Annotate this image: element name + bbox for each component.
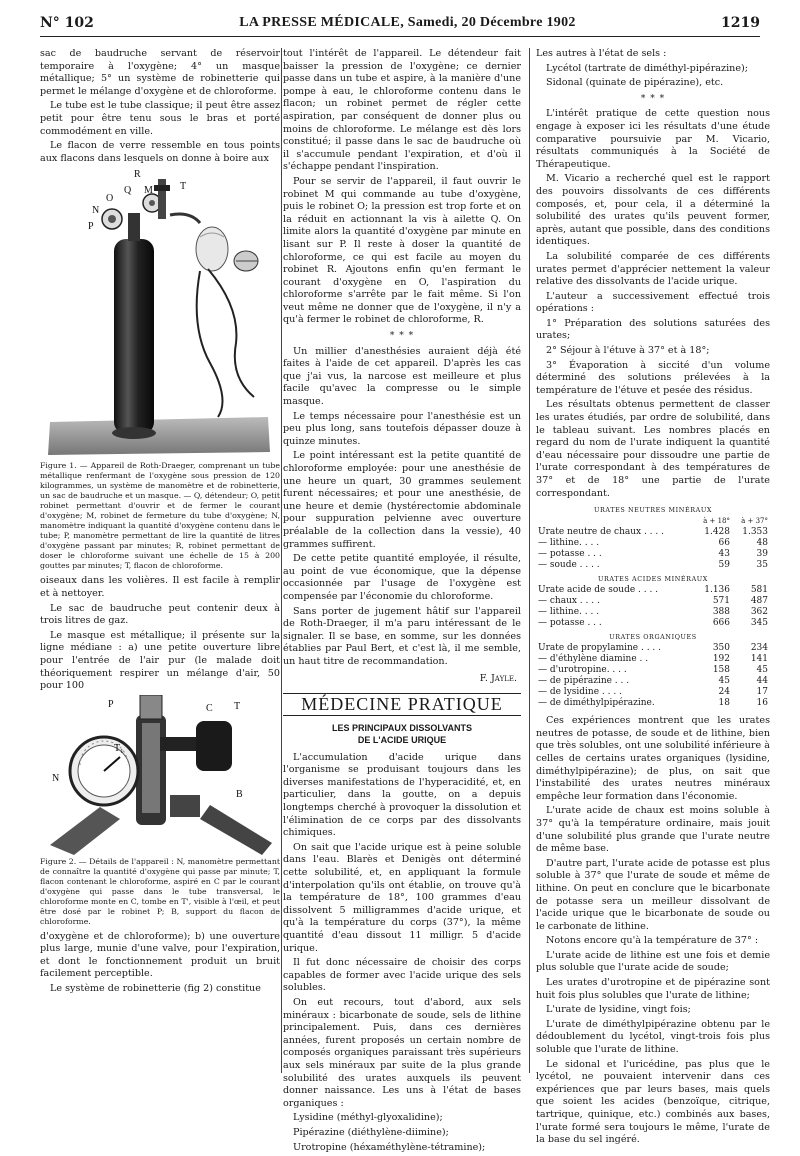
table-row: — de diméthylpipérazine. 18 16	[538, 698, 768, 709]
section-separator: * * *	[640, 93, 666, 104]
column-rule	[529, 48, 530, 1073]
urates-solubility-table	[536, 502, 770, 709]
oxygen-tank-drawing	[40, 167, 278, 459]
paragraph: Les autres à l'état de sels :	[536, 48, 667, 59]
list-item: Urotropine (héxaméthylène-tétramine);	[293, 1141, 486, 1153]
figure-label: Q	[124, 185, 132, 197]
paragraph: L'accumulation d'acide urique dans l'organisme se produisant toujours dans les diverses manifestations de l'hyperacidité, et, en particulier, dans la goutte, on a depuis longtemps cherché à provoquer la dissolution et l'élimination de ce corps par des dissolvants chimiques.	[283, 751, 521, 839]
paragraph: Les urates d'urotropine et de pipérazine sont huit fois plus solubles que l'urate de lithine;	[536, 977, 770, 1001]
table-row: Urate de propylamine . . . . 350 234	[538, 643, 768, 654]
figure-label: N	[92, 205, 100, 217]
paragraph: Le point intéressant est la petite quantité de chloroforme employée: pour une anesthésie de une heure un quart, 30 grammes seulement furent nécessaires; et pour une anesthésie, de une heure et demie (hystérectomie abdominale pour suppuration pelvienne avec ouverture préalable de la collection dans la vessie), 40 grammes suffirent.	[283, 450, 521, 550]
paragraph: d'oxygène et de chloroforme); b) une ouverture plus large, munie d'une valve, pour l'expiration, et dont le fonctionnement produit un bruit facilement perceptible.	[40, 930, 280, 980]
paragraph: tout l'intérêt de l'appareil. Le détendeur fait baisser la pression de l'oxygène; ce dernier passe dans un tube et aspire, à la manière d'une pompe à eau, le chloroforme contenu dans le flacon; un robinet permet de régler cette aspiration, par conséquent de donner plus ou moins de chloroforme. Le mélange est dès lors constitué; il passe dans le sac de baudruche où il s'accumule pendant l'expiration, et d'où il s'échappe pendant l'inspiration.	[283, 48, 521, 173]
paragraph: 1° Préparation des solutions saturées des urates;	[536, 317, 770, 342]
journal-title: LA PRESSE MÉDICALE, Samedi, 20 Décembre 1902	[239, 15, 576, 30]
table-row: — d'urotropine. . . . 158 45	[538, 665, 768, 676]
list-item: Lycétol (tartrate de diméthyl-pipérazine);	[546, 62, 748, 74]
paragraph: 3° Évaporation à siccité d'un volume déterminé des solutions prélevées à la température de l'étuve et pesée des résidus.	[536, 359, 770, 396]
column-1	[40, 48, 280, 998]
figure-label: T	[234, 700, 241, 712]
figure-label: P	[88, 221, 94, 233]
column-header: à + 18°	[703, 517, 730, 526]
page-header	[40, 10, 760, 37]
paragraph: Il fut donc nécessaire de choisir des corps capables de former avec l'acide urique des sels solubles.	[283, 957, 521, 994]
paragraph: L'urate acide de chaux est moins soluble à 37° qu'à la température ordinaire, mais jouit d'une solubilité plus grande que l'urate neutre de même base.	[536, 805, 770, 855]
table-row: — potasse . . . 43 39	[538, 549, 768, 560]
paragraph: L'urate acide de lithine est une fois et demie plus soluble que l'urate acide de soude;	[536, 949, 770, 974]
regulator-detail-drawing	[40, 695, 278, 855]
list-item: Sidonal (quinate de pipérazine), etc.	[546, 77, 724, 89]
paragraph: Un millier d'anesthésies auraient déjà été faites à l'aide de cet appareil. D'après les cas que j'ai vus, la narcose est meilleure et plus facile qu'avec la compresse ou le simple masque.	[283, 345, 521, 408]
author-signature: F. Jayle.	[479, 672, 517, 684]
table-row: Urate acide de soude . . . . 1.136 581	[538, 585, 768, 596]
table-column-header	[536, 516, 770, 527]
table-group-heading: URATES ORGANIQUES	[609, 633, 697, 642]
paragraph: Les résultats obtenus permettent de classer les urates étudiés, par ordre de solubilité, dans le tableau suivant. Les nombres placés en regard du nom de l'urate indiquent la quantité d'eau nécessaire pour dissoudre une partie de l'urate correspondant à des températures de 37° et de 18° une partie de l'urate correspondant.	[536, 399, 770, 499]
article-title	[283, 722, 521, 746]
table-group-heading: URATES NEUTRES MINÉRAUX	[593, 506, 713, 515]
section-separator: * * *	[389, 331, 415, 342]
paragraph: On sait que l'acide urique est à peine soluble dans l'eau. Blarès et Denigès ont déterminé cette solubilité, et, en appliquant la formule d'interpolation qu'ils ont établie, on trouve qu'à la température de 18°, 100 grammes d'eau dissolvent 5 milligrammes d'acide urique, et qu'à la température du corps (37°), la même quantité d'eau dissout 11 milligr. 5 d'acide urique.	[283, 841, 521, 954]
figure-2-caption: Figure 2. — Détails de l'appareil : N, manomètre permettant de connaître la quantité d'oxygène qui passe par minute; T, flacon contenant le chloroforme, aspiré en C par le courant d'oxygène qui passe dans le tube transversal, le chloroforme monte en C, tombe en T', visible à l'œil, et peut être dosé par le robinet P; B, support du flacon de chloroforme.	[40, 856, 280, 926]
list-item: Lysidine (méthyl-glyoxalidine);	[293, 1112, 443, 1124]
table-row: — lithine. . . . 66 48	[538, 538, 768, 549]
article-title-line: LES PRINCIPAUX DISSOLVANTS	[331, 722, 472, 733]
list-item: Pipérazine (diéthylène-diimine);	[293, 1126, 449, 1138]
table-row: — de lysidine . . . . 24 17	[538, 687, 768, 698]
figure-label: T	[180, 181, 187, 193]
page-number: 1219	[721, 15, 760, 31]
column-header: à + 37°	[741, 517, 768, 526]
paragraph: D'autre part, l'urate acide de potasse est plus soluble à 37° que l'urate de soude et même de lithine. On peut en conclure que le bicarbonate de potasse sera un meilleur dissolvant de l'acide urique que le bicarbonate de soude ou le carbonate de lithine.	[536, 857, 770, 932]
figure-label: M	[144, 185, 153, 197]
paragraph: On eut recours, tout d'abord, aux sels minéraux : bicarbonate de soude, sels de lithine principalement. Puis, dans ces dernières années, furent proposés un certain nombre de composés organiques paraissant très supérieurs aux sels minéraux par suite de la plus grande solubilité des urates auxquels ils peuvent donner naissance. Les uns à l'état de bases organiques :	[283, 996, 521, 1109]
figure-1-caption: Figure 1. — Appareil de Roth-Draeger, comprenant un tube métallique renfermant de l'oxygène sous pression de 120 kilogrammes, un système de manomètre et de robinetterie, un sac de baudruche et un masque. — Q, détendeur; O, petit robinet permettant d'ouvrir et de fermer le courant d'oxygène; M, robinet de fermeture du tube d'oxygène; N, manomètre indiquant la quantité d'oxygène contenu dans le tube; P, manomètre permettant de lire la quantité de litres d'oxygène passant par minutes; R, robinet permettant de doser le chloroforme suivant une échelle de 15 à 200 gouttes par minutes; T, flacon de chloroforme.	[40, 461, 280, 571]
table-row: — soude . . . . 59 35	[538, 560, 768, 571]
table-row: — lithine. . . . 388 362	[538, 607, 768, 618]
figure-label: N	[52, 772, 60, 784]
paragraph: Le système de robinetterie (fig 2) constitue	[50, 983, 261, 995]
issue-number: N° 102	[40, 15, 94, 31]
figure-1-illustration	[40, 167, 278, 459]
table-row: — chaux . . . . 571 487	[538, 596, 768, 607]
paragraph: Ces expériences montrent que les urates neutres de potasse, de soude et de lithine, bien que très solubles, ont une solubilité inférieure à celles de certains urates organiques (lysidine, diméthylpipérazine); de plus, on sait que l'instabilité des urates neutres minéraux empêche leur formation dans l'économie.	[536, 715, 770, 802]
figure-label: O	[106, 193, 114, 205]
paragraph: M. Vicario a recherché quel est le rapport des pouvoirs dissolvants de ces différents composés, et, pour cela, il a déterminé la solubilité des urates qu'ils peuvent former, après, autant que possible, dans des conditions identiques.	[536, 173, 770, 248]
paragraph: Le tube est le tube classique; il peut être assez petit pour être tenu sous le bras et porté commodément en ville.	[40, 100, 280, 137]
paragraph: 2° Séjour à l'étuve à 37° et à 18°;	[546, 345, 710, 357]
table-row: — de pipérazine . . . 45 44	[538, 676, 768, 687]
table-group-heading: URATES ACIDES MINÉRAUX	[598, 575, 708, 584]
paragraph: Notons encore qu'à la température de 37° :	[546, 935, 759, 947]
paragraph: Sans porter de jugement hâtif sur l'appareil de Roth-Draeger, il m'a paru intéressant de le signaler. Il se base, en somme, sur les données établies par Paul Bert, et c'est là, il me semble, un haut titre de recommandation.	[283, 605, 521, 667]
paragraph: L'intérêt pratique de cette question nous engage à exposer ici les résultats d'une étude comparative poursuivie par M. Vicario, résultats communiqués à la Société de Thérapeutique.	[536, 108, 770, 170]
paragraph: De cette petite quantité employée, il résulte, au point de vue économique, que la dépense occasionnée par l'usage de l'oxygène est compensée par l'économie du chloroforme.	[283, 553, 521, 602]
paragraph: sac de baudruche servant de réservoir temporaire à l'oxygène; 4° un masque métallique; 5° un système de robinetterie qui permet le mélange d'oxygène et de chloroforme.	[40, 48, 280, 97]
column-2	[283, 48, 521, 1156]
table-row: Urate neutre de chaux . . . . 1.428 1.353	[538, 527, 768, 538]
column-rule	[281, 48, 282, 1073]
paragraph: Le temps nécessaire pour l'anesthésie est un peu plus long, sans toutefois dépasser douze à quinze minutes.	[283, 410, 521, 447]
figure-label: P	[108, 698, 114, 710]
paragraph: Le sidonal et l'uricédine, pas plus que le lycétol, ne pouvaient intervenir dans ces expériences que par leurs bases, mais quels que soient les acides (benzoïque, citrique, tartrique, quinique, etc.) combinés aux bases, l'urate formé sera toujours le même, l'urate de la base du sel ingéré.	[536, 1058, 770, 1146]
paragraph: L'urate de lysidine, vingt fois;	[546, 1004, 691, 1016]
paragraph: La solubilité comparée de ces différents urates permet d'apprécier nettement la valeur relative des dissolvants de l'acide urique.	[536, 250, 770, 288]
paragraph: oiseaux dans les volières. Il est facile à remplir et à nettoyer.	[40, 575, 280, 599]
figure-label: R	[134, 169, 141, 181]
table-row: — potasse . . . 666 345	[538, 618, 768, 629]
paragraph: L'urate de diméthylpipérazine obtenu par le dédoublement du lycétol, vingt-trois fois plus soluble que l'urate de lithine.	[536, 1018, 770, 1056]
figure-label: B	[236, 788, 243, 800]
paragraph: Le masque est métallique; il présente sur la ligne médiane : a) une petite ouverture libre pour l'entrée de l'air pur (le malade doit théoriquement respirer un mélange d'air, 50 pour 100	[40, 629, 280, 692]
article-title-line: DE L'ACIDE URIQUE	[357, 734, 447, 745]
figure-2-illustration	[40, 695, 278, 855]
figure-label: C	[206, 702, 213, 714]
section-rubric: MÉDECINE PRATIQUE	[283, 693, 521, 716]
figure-label: T₁	[114, 742, 124, 754]
paragraph: L'auteur a successivement effectué trois opérations :	[536, 290, 770, 315]
paragraph: Le sac de baudruche peut contenir deux à trois litres de gaz.	[40, 602, 280, 627]
column-3	[536, 48, 770, 1149]
paragraph: Pour se servir de l'appareil, il faut ouvrir le robinet M qui commande au tube d'oxygène, puis le robinet O; la pression est trop forte et on la réduit en actionnant la vis à ailette Q. On limite alors la quantité d'oxygène par minute en lisant sur P. Il reste à doser la quantité de chloroforme, ce qui est facile au moyen du robinet R. Ajoutons enfin qu'en fermant le courant d'oxygène en O, l'aspiration du chloroforme s'arrête par le fait même. Si l'on veut même ne donner que de l'oxygène, il n'y a qu'à fermer le robinet de chloroforme, R.	[283, 175, 521, 326]
table-row: — d'éthylène diamine . . 192 141	[538, 654, 768, 665]
paragraph: Le flacon de verre ressemble en tous points aux flacons dans lesquels on donne à boire aux	[40, 140, 280, 164]
